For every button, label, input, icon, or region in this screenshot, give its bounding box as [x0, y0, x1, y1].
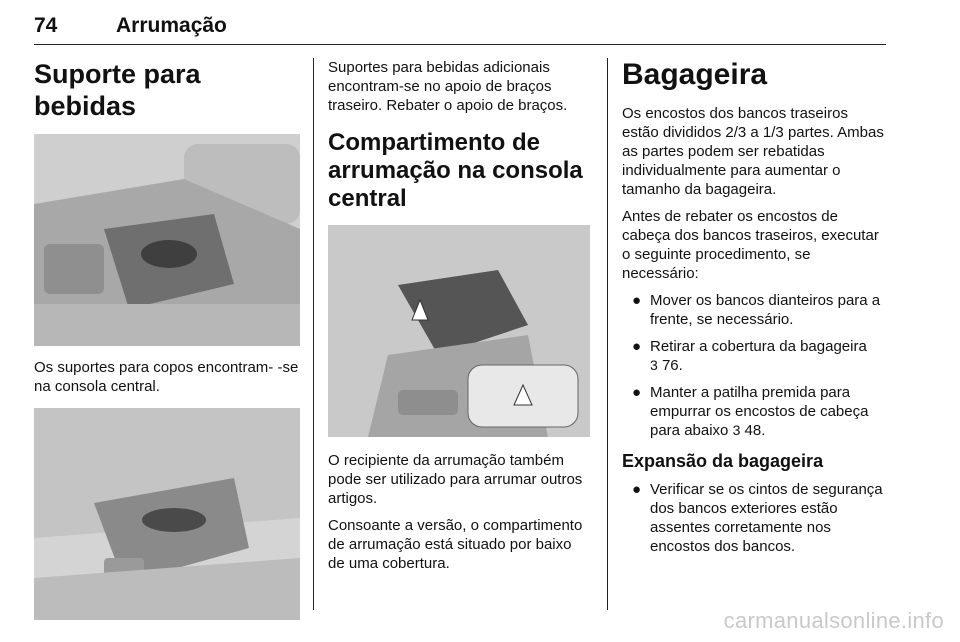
list-item: ● Verificar se os cintos de segurança dos bancos exteriores estão assentes corretamente nos encostos dos bancos.	[632, 481, 883, 555]
cupholder-front-image	[34, 134, 300, 346]
list-item: ● Manter a patilha premida para empurrar os encostos de cabeça para abaixo 3 48.	[632, 384, 869, 439]
caption-cup-holders: Os suportes para copos encontram- -se na consola central.	[34, 359, 299, 395]
subsection-title-expansion: Expansão da bagageira	[622, 451, 824, 471]
bullet-icon: ●	[632, 384, 642, 401]
page-number: 74	[34, 14, 58, 37]
column-divider	[607, 58, 608, 610]
bullet-icon: ●	[632, 292, 642, 309]
console-storage-image	[328, 225, 590, 437]
page-ref-icon: 3	[732, 422, 741, 438]
procedure-list	[622, 291, 888, 440]
column-divider	[313, 58, 314, 610]
column-2	[328, 58, 590, 581]
page-ref-icon: 3	[650, 357, 658, 373]
section-title-luggage: Bagageira	[622, 58, 768, 91]
list-item: ● Retirar a cobertura da bagageira 3 76.	[632, 338, 867, 374]
storage-text-1: O recipiente da arrumação também pode ser utilizado para arrumar outros artigos.	[328, 452, 583, 507]
page-ref: 76.	[661, 357, 683, 374]
bullet-icon: ●	[632, 481, 642, 498]
list-item: ● Mover os bancos dianteiros para a frente, se necessário.	[632, 292, 881, 328]
luggage-text-1: Os encostos dos bancos traseiros estão divididos 2/3 a 1/3 partes. Ambas as partes podem ser rebatidas individualmente para aumentar o tamanho da bagageira.	[622, 105, 884, 198]
bullet-icon: ●	[632, 338, 642, 355]
chapter-title: Arrumação	[116, 14, 227, 37]
rear-armrest-image	[34, 408, 300, 620]
page-ref: 48.	[744, 422, 766, 439]
column-3	[622, 58, 888, 564]
storage-text-2: Consoante a versão, o compartimento de arrumação está situado por baixo de uma cobertura.	[328, 517, 583, 572]
expansion-list	[622, 480, 888, 556]
column-1	[34, 58, 300, 620]
page-header	[34, 12, 886, 45]
luggage-text-2: Antes de rebater os encostos de cabeça dos bancos traseiros, executar o seguinte procedimento, se necessário:	[622, 208, 879, 282]
rear-cupholder-text: Suportes para bebidas adicionais encontram-se no apoio de braços traseiro. Rebater o apoio de braços.	[328, 59, 568, 114]
section-title-console-storage: Compartimento de arrumação na consola central	[328, 129, 583, 212]
section-title-cup-holders: Suporte para bebidas	[34, 59, 201, 121]
watermark: carmanualsonline.info	[723, 608, 944, 633]
